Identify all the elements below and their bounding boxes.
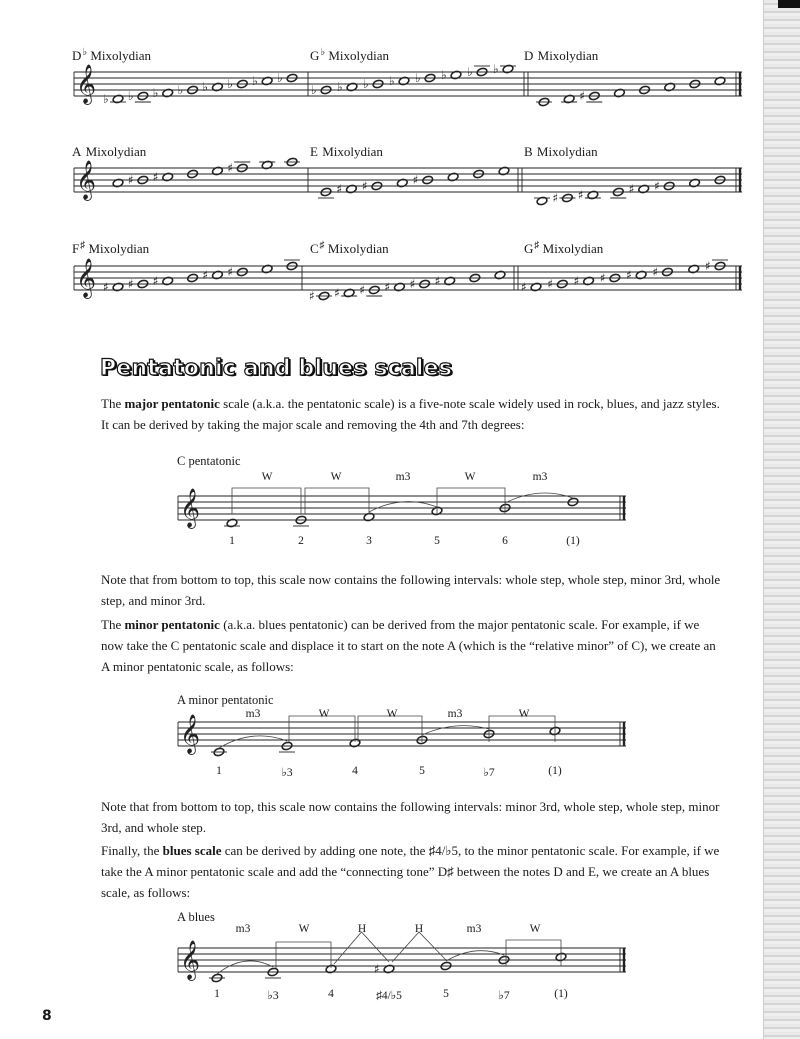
degree-label: 2 xyxy=(298,535,304,547)
interval-label: W xyxy=(318,708,330,720)
sharp-icon: ♯ xyxy=(412,173,419,187)
degree-label: (1) xyxy=(548,765,562,777)
whole-note xyxy=(567,497,579,507)
sharp-icon: ♯ xyxy=(103,280,109,294)
flat-icon: ♭ xyxy=(152,86,159,100)
sharp-icon: ♯ xyxy=(336,182,343,196)
whole-note xyxy=(226,518,238,528)
mixolydian-notes xyxy=(103,62,728,303)
sharp-icon: ♯ xyxy=(227,265,234,279)
minor-third-arc xyxy=(219,736,287,748)
flat-icon: ♭ xyxy=(277,71,283,85)
flat-icon: ♭ xyxy=(337,80,343,94)
interval-label: m3 xyxy=(235,923,251,935)
treble-clef-icon: 𝄞 xyxy=(180,488,201,528)
page-number: 8 xyxy=(42,1008,52,1024)
whole-note xyxy=(549,726,561,736)
interval-label: W xyxy=(464,471,476,483)
whole-note xyxy=(499,503,511,513)
sharp-icon: ♯ xyxy=(127,173,134,187)
whole-note xyxy=(211,973,223,983)
minor-third-arc xyxy=(369,502,437,512)
degree-label: 5 xyxy=(434,535,440,547)
whole-note xyxy=(440,961,452,971)
whole-note xyxy=(363,512,375,522)
sharp-icon: ♯ xyxy=(127,277,134,291)
interval-label: H xyxy=(414,923,424,935)
sharp-icon: ♯ xyxy=(409,277,416,291)
whole-note xyxy=(555,952,567,962)
degree-label: ♯4/♭5 xyxy=(376,990,402,1002)
interval-label: W xyxy=(261,471,273,483)
minor-third-arc xyxy=(422,726,489,735)
degree-label: 4 xyxy=(328,988,334,1000)
sharp-icon: ♯ xyxy=(652,265,659,279)
treble-clefs xyxy=(76,64,96,299)
scale-label-a-mixolydian: A Mixolydian xyxy=(72,144,147,159)
interval-label: W xyxy=(330,471,342,483)
degree-label: ♭3 xyxy=(267,990,279,1002)
treble-clef-icon: 𝄞 xyxy=(76,160,97,200)
half-step-mark xyxy=(392,932,446,962)
interval-label: W xyxy=(529,923,541,935)
flat-icon: ♭ xyxy=(441,68,447,82)
treble-clef-icon: 𝄞 xyxy=(180,714,201,754)
half-step-mark xyxy=(334,932,389,964)
interval-label: m3 xyxy=(447,708,463,720)
staff-lines-row2 xyxy=(74,168,742,192)
sharp-icon: ♯ xyxy=(309,289,315,303)
degree-label: 3 xyxy=(366,535,372,547)
interval-label: m3 xyxy=(395,471,411,483)
sharp-icon: ♯ xyxy=(384,280,391,294)
whole-note xyxy=(281,741,293,751)
degree-label: (1) xyxy=(554,988,568,1000)
scale-label-g-sharp-mixolydian: G♯ Mixolydian xyxy=(524,240,604,256)
whole-step-bracket xyxy=(437,488,505,514)
degree-label: 6 xyxy=(502,535,508,547)
flat-icon: ♭ xyxy=(103,92,109,106)
whole-note xyxy=(498,955,510,965)
whole-step-bracket xyxy=(506,940,561,966)
sharp-icon: ♯ xyxy=(361,179,368,193)
degree-label: 1 xyxy=(214,988,220,1000)
sharp-icon: ♯ xyxy=(547,277,554,291)
c-pentatonic-staff xyxy=(178,496,626,520)
degree-label: 1 xyxy=(229,535,235,547)
whole-note xyxy=(349,738,361,748)
flat-icon: ♭ xyxy=(311,83,317,97)
scale-label-d-flat-mixolydian: D♭ Mixolydian xyxy=(72,47,152,63)
flat-icon: ♭ xyxy=(227,77,233,91)
pentatonic-notes xyxy=(209,488,579,983)
flat-icon: ♭ xyxy=(493,62,499,76)
sharp-icon: ♯ xyxy=(521,280,527,294)
flat-icon: ♭ xyxy=(127,89,134,103)
paragraph-intervals-2: Note that from bottom to top, this scale now contains the following intervals: minor 3rd, whole step, whole step, minor 3rd, and whole step. xyxy=(101,799,720,835)
degree-label: 5 xyxy=(443,988,449,1000)
sharp-icon: ♯ xyxy=(227,161,234,175)
a-minor-pentatonic-label: A minor pentatonic xyxy=(177,693,274,707)
whole-note xyxy=(267,967,279,977)
sharp-icon: ♯ xyxy=(552,191,559,205)
section-heading: Pentatonic and blues scales xyxy=(100,356,453,381)
interval-label: m3 xyxy=(532,471,548,483)
minor-third-arc xyxy=(505,493,573,503)
flat-icon: ♭ xyxy=(389,74,395,88)
paragraph-intervals-1: Note that from bottom to top, this scale now contains the following intervals: whole step, whole step, minor 3rd, whole step, and minor 3rd. xyxy=(101,572,721,608)
degree-label: ♭7 xyxy=(498,990,510,1002)
sharp-icon: ♯ xyxy=(374,962,380,976)
minor-third-arc xyxy=(217,961,273,974)
whole-step-bracket xyxy=(276,942,331,968)
whole-note xyxy=(431,506,443,516)
whole-note xyxy=(325,964,337,974)
flat-icon: ♭ xyxy=(415,71,421,85)
whole-note xyxy=(383,964,395,974)
sharp-icon: ♯ xyxy=(434,274,441,288)
degree-label: ♭3 xyxy=(281,767,293,779)
flat-icon: ♭ xyxy=(202,80,209,94)
sharp-icon: ♯ xyxy=(202,268,209,282)
degree-label: 5 xyxy=(419,765,425,777)
sharp-icon: ♯ xyxy=(577,188,584,202)
sharp-icon: ♯ xyxy=(334,286,340,300)
whole-note xyxy=(295,515,307,525)
scale-label-d-mixolydian: D Mixolydian xyxy=(524,48,599,63)
paragraph-major-pentatonic: The major pentatonic scale (a.k.a. the pentatonic scale) is a five-note scale widely used in rock, blues, and jazz styles. It can be derived by taking the major scale and removing the 4th and 7th degrees: xyxy=(101,396,720,432)
sharp-icon: ♯ xyxy=(654,179,660,193)
scale-label-e-mixolydian: E Mixolydian xyxy=(310,144,383,159)
sharp-icon: ♯ xyxy=(573,274,580,288)
degree-label: 4 xyxy=(352,765,358,777)
whole-note xyxy=(483,729,495,739)
treble-clef-icon: 𝄞 xyxy=(76,258,97,298)
staff-lines-row1 xyxy=(74,72,742,96)
scale-label-f-sharp-mixolydian: F♯ Mixolydian xyxy=(72,240,150,256)
interval-label: W xyxy=(298,923,310,935)
sharp-icon: ♯ xyxy=(705,259,711,273)
minor-third-arc xyxy=(446,951,504,961)
scale-label-g-flat-mixolydian: G♭ Mixolydian xyxy=(310,47,390,63)
sharp-icon: ♯ xyxy=(152,274,159,288)
scale-label-b-mixolydian: B Mixolydian xyxy=(524,144,598,159)
a-minor-pentatonic-staff xyxy=(178,722,626,746)
sharp-icon: ♯ xyxy=(626,268,632,282)
paragraph-minor-pentatonic: The minor pentatonic (a.k.a. blues pentatonic) can be derived from the major pentatonic scale. For example, if we now take the C pentatonic scale and displace it to start on the note A (which is the “relative minor” of C), we create an A minor pentatonic scale, as follows: xyxy=(101,617,716,674)
flat-icon: ♭ xyxy=(363,77,369,91)
interval-label: W xyxy=(518,708,530,720)
whole-step-bracket xyxy=(305,488,369,514)
a-blues-label: A blues xyxy=(177,910,215,924)
sharp-icon: ♯ xyxy=(152,170,159,184)
treble-clef-icon: 𝄞 xyxy=(180,940,201,980)
treble-clef-icon: 𝄞 xyxy=(76,64,97,104)
interval-label: W xyxy=(386,708,398,720)
sharp-icon: ♯ xyxy=(599,271,606,285)
degree-label: (1) xyxy=(566,535,580,547)
interval-label: m3 xyxy=(466,923,482,935)
whole-note xyxy=(213,747,225,757)
flat-icon: ♭ xyxy=(252,74,258,88)
scale-label-c-sharp-mixolydian: C♯ Mixolydian xyxy=(310,240,389,256)
c-pentatonic-label: C pentatonic xyxy=(177,454,241,468)
degree-label: ♭7 xyxy=(483,767,495,779)
paragraph-blues-scale: Finally, the blues scale can be derived by adding one note, the ♯4/♭5, to the minor pentatonic scale. For example, if we take the A minor pentatonic scale and add the “connecting tone” D♯ between the notes D and E, we create an A blues scale, as follows: xyxy=(101,843,720,900)
sharp-icon: ♯ xyxy=(579,89,586,103)
degree-label: 1 xyxy=(216,765,222,777)
interval-label: H xyxy=(357,923,367,935)
interval-label: m3 xyxy=(245,708,261,720)
flat-icon: ♭ xyxy=(467,65,473,79)
sharp-icon: ♯ xyxy=(359,283,366,297)
whole-note xyxy=(416,735,428,745)
whole-step-bracket xyxy=(232,488,301,514)
a-blues-staff xyxy=(178,948,626,972)
flat-icon: ♭ xyxy=(177,83,184,97)
sharp-icon: ♯ xyxy=(628,182,635,196)
